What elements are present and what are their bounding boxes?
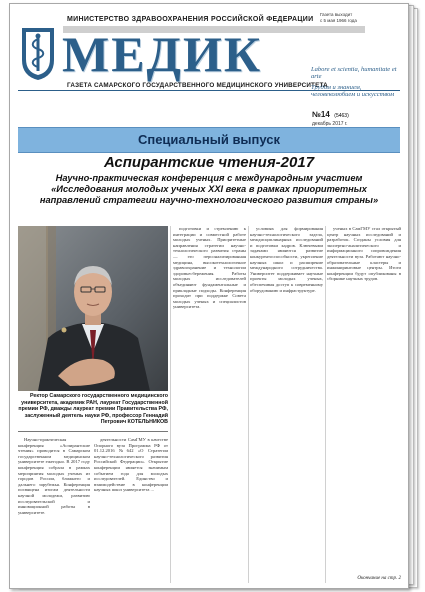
- issue-note: Газета выходит с 5 мая 1966 года: [320, 12, 357, 23]
- column-divider: [170, 226, 171, 583]
- issue-extra: (5463): [334, 113, 349, 119]
- motto-ru: Трудом и знанием, человеколюбием и искусством: [311, 83, 395, 99]
- issue-number: №14: [312, 110, 330, 119]
- motto: [311, 66, 403, 99]
- issue-info: [312, 104, 349, 127]
- newspaper-page: [9, 3, 409, 589]
- article-column-4: условиях для формирования научно-технологического задела, междисциплинарных исследований и подготовки кадров. Ключевыми задачами являются развитие конкурентоспособности, укрепление научных школ и расширение международного сотрудничества. Университет поддерживает научные проекты молодых ученых, обеспечивая доступ к современному оборудованию и инфраструктуре.: [250, 226, 323, 293]
- column-divider: [325, 226, 326, 583]
- caption-rule: [18, 431, 168, 432]
- section-banner: Специальный выпуск: [18, 127, 400, 153]
- photo-caption: Ректор Самарского государственного медицинского университета, академик РАН, лауреат Государственной премии РФ, дважды лауреат премии Правительства РФ, заслуженный деятель науки РФ, профессор Геннадий Петрович КОТЕЛЬНИКОВ: [18, 393, 168, 426]
- ministry-label: МИНИСТЕРСТВО ЗДРАВООХРАНЕНИЯ РОССИЙСКОЙ ФЕДЕРАЦИИ: [67, 16, 314, 23]
- motto-latin: Labore et scientia, humanitate et arte: [311, 66, 397, 81]
- article-column-5: ученых в СамГМУ стал открытый центр научных исследований и разработок. Созданы условия для экспертно-аналитического и информационного сопровождения деятельности вуза. Работают научно-образовательные кластеры и инжиниринговые центры. Итоги конференции будут опубликованы в сборнике научных трудов.: [327, 226, 401, 282]
- rector-photo: [18, 226, 168, 391]
- headline: Аспирантские чтения-2017: [103, 154, 315, 171]
- column-divider: [248, 226, 249, 583]
- article-column-2: деятельности СамГМУ в качестве Опорного вуза Программа РФ от 01.12.2016 №642 «О Стратегии научно-технологического развития Российской Федерации». Открытие конференции является значимым событием года для молодых исследователей. Единство и взаимодействие в конференции научных школ университета ...: [94, 437, 168, 493]
- subheadline: Научно-практическая конференция с международным участием «Исследования молодых ученых XXI века в рамках приоритетных направлений стратегии научно-технологического развития страны»: [39, 173, 379, 205]
- issue-date: декабрь 2017 г.: [312, 120, 348, 127]
- masthead-title: МЕДИК: [62, 26, 263, 82]
- university-emblem-icon: [18, 24, 58, 82]
- article-column-3: подготовки и стремлению к интеграции и совместной работе молодых ученых. Приоритетные направления стратегии научно-технологического развития страны — это персонализированная медицина, высокотехнологичное здравоохранение и технологии здоровьесбережения. Работы молодых исследователей объединяют фундаментальные и прикладные подходы. Конференция проходит при поддержке Совета молодых ученых и специалистов университета.: [173, 226, 246, 310]
- continued-note: Окончание на стр. 2: [357, 576, 401, 581]
- article-column-1: Научно-практическая конференция «Аспирантские чтения» проводится в Самарском государственном медицинском университете ежегодно. В 2017 году конференция собрала в рамках мероприятия молодых ученых из городов России, ближнего и дальнего зарубежья. Конференция посвящена итогам деятельности научной молодежи, развитию исследовательской и инновационной работы в университете.: [18, 437, 90, 515]
- university-label: ГАЗЕТА САМАРСКОГО ГОСУДАРСТВЕННОГО МЕДИЦИНСКОГО УНИВЕРСИТЕТА: [67, 82, 328, 89]
